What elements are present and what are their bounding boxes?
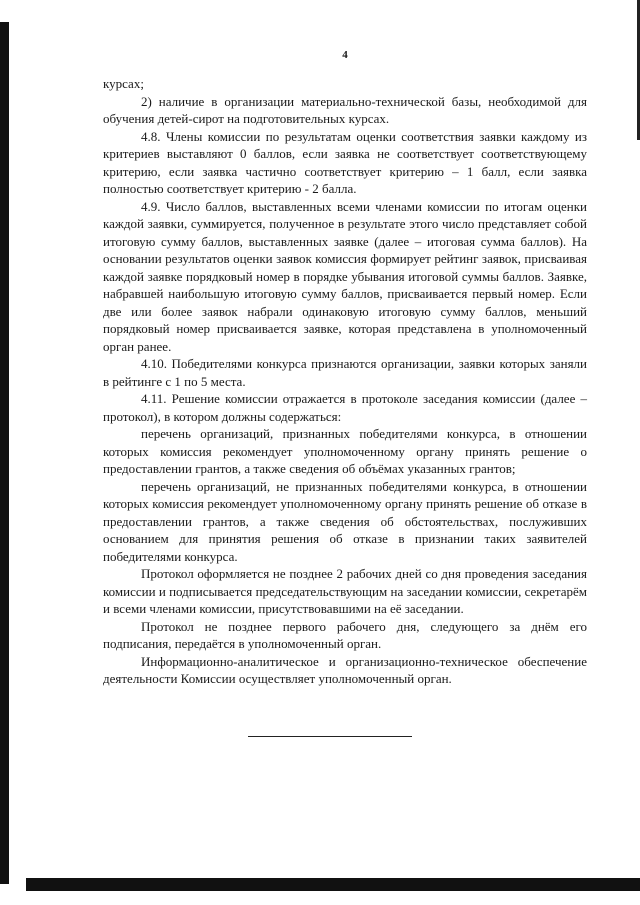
document-body (103, 75, 587, 688)
paragraph-winners-list: перечень организаций, признанных победителями конкурса, в отношении которых комиссия рекомендует уполномоченному органу принять решение о предоставлении грантов, а также сведения об объёмах указанных грантов; (103, 426, 587, 476)
paragraph-4-9: 4.9. Число баллов, выставленных всеми членами комиссии по итогам оценки каждой заявки, суммируется, полученное в результате этого число представляет собой итоговую сумму баллов, выставленных заявке (далее – итоговая сумма баллов). На основании результатов оценки заявок комиссия формирует рейтинг заявок, присваивая каждой заявке порядковый номер в порядке убывания итоговой суммы баллов. Заявке, набравшей наибольшую итоговую сумму баллов, присваивается первый номер. Если две или более заявок набрали одинаковую итоговую сумму баллов, меньший порядковый номер присваивается заявке, которая представлена в уполномоченный орган ранее. (103, 198, 587, 354)
scan-edge-bottom (26, 878, 640, 891)
paragraph-4-11: 4.11. Решение комиссии отражается в протоколе заседания комиссии (далее – протокол), в котором должны содержаться: (103, 391, 587, 424)
paragraph-support: Информационно-аналитическое и организационно-техническое обеспечение деятельности Комиссии осуществляет уполномоченный орган. (103, 653, 587, 686)
paragraph-protocol-signing: Протокол оформляется не позднее 2 рабочих дней со дня проведения заседания комиссии и подписывается председательствующим на заседании комиссии, секретарём и всеми членами комиссии, присутствовавшими на её заседании. (103, 566, 587, 616)
paragraph-protocol-transfer: Протокол не позднее первого рабочего дня, следующего за днём его подписания, передаётся в уполномоченный орган. (103, 618, 587, 651)
paragraph-4-8: 4.8. Члены комиссии по результатам оценки соответствия заявки каждому из критериев выставляют 0 баллов, если заявка не соответствует соответствующему критерию, если заявка частично соответствует критерию – 1 балл, если заявка полностью соответствует критерию - 2 балла. (103, 128, 587, 196)
scan-edge-left (0, 22, 9, 884)
end-of-document-rule (248, 736, 412, 737)
paragraph-item-2: 2) наличие в организации материально-технической базы, необходимой для обучения детей-сирот на подготовительных курсах. (103, 93, 587, 126)
paragraph-4-10: 4.10. Победителями конкурса признаются организации, заявки которых заняли в рейтинге с 1 по 5 места. (103, 356, 587, 389)
paragraph-continuation: курсах; (103, 76, 144, 91)
page-number: 4 (342, 49, 348, 61)
paragraph-non-winners-list: перечень организаций, не признанных победителями конкурса, в отношении которых комиссия рекомендует уполномоченному органу принять решение об отказе в предоставлении грантов, а также сведения об обстоятельствах, послуживших основанием для принятия решения об отказе в признании таких заявителей победителями конкурса. (103, 478, 587, 564)
